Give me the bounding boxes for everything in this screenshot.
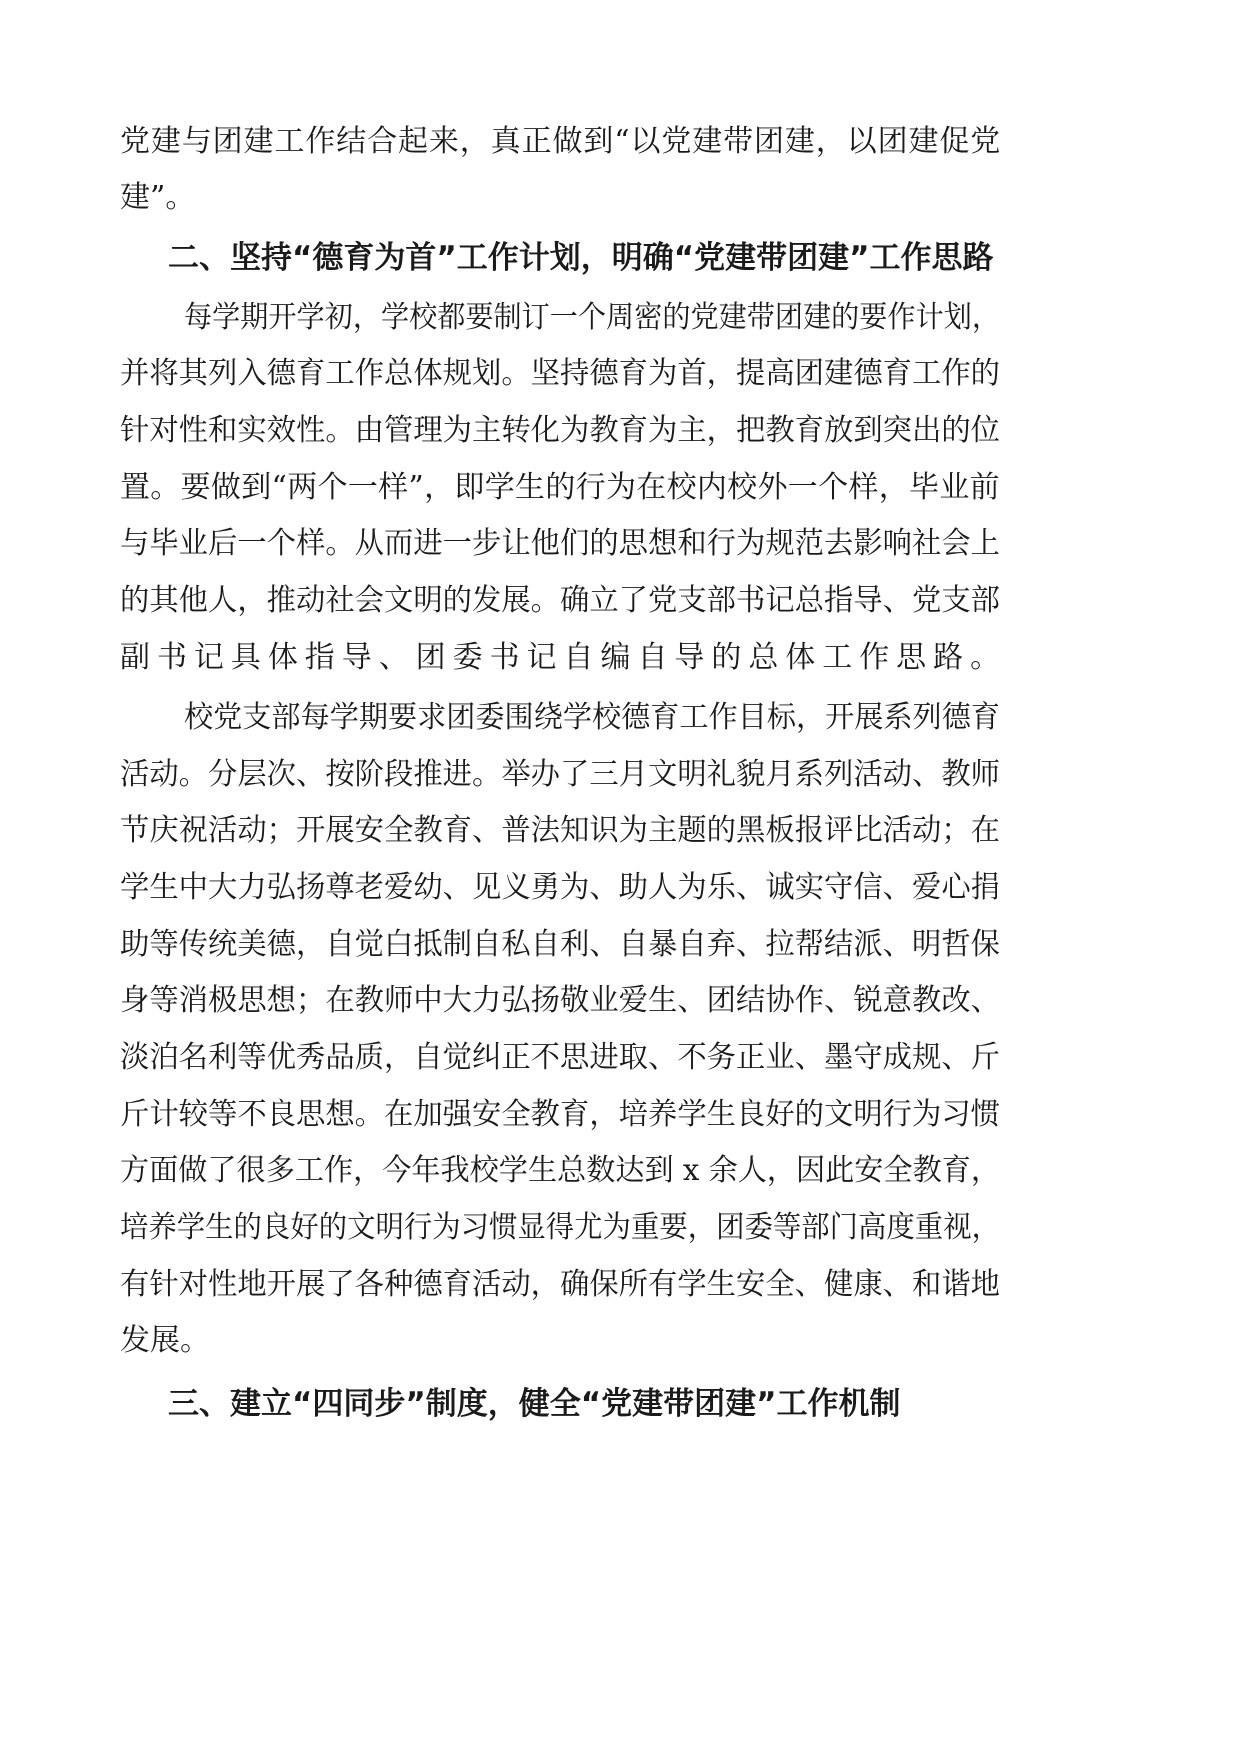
- paragraph-line: 发展。: [120, 1323, 210, 1358]
- paragraph-line: 身等消极思想；在教师中大力弘扬敬业爱生、团结协作、锐意教改、: [120, 983, 1001, 1018]
- section-heading-3: 三、建立“四同步”制度，健全“党建带团建”工作机制: [168, 1386, 901, 1422]
- paragraph-line: 方面做了很多工作，今年我校学生总数达到 x 余人，因此安全教育，: [120, 1153, 1000, 1188]
- paragraph-line: 节庆祝活动；开展安全教育、普法知识为主题的黑板报评比活动；在: [120, 813, 1001, 848]
- paragraph-line: 培养学生的良好的文明行为习惯显得尤为重要，团委等部门高度重视，: [120, 1210, 1000, 1245]
- paragraph-line: 学生中大力弘扬尊老爱幼、见义勇为、助人为乐、诚实守信、爱心捐: [120, 870, 1001, 905]
- paragraph-line: 党建与团建工作结合起来，真正做到“以党建带团建，以团建促党: [120, 124, 1002, 159]
- paragraph-line: 校党支部每学期要求团委围绕学校德育工作目标，开展系列德育: [184, 700, 1000, 735]
- paragraph-line: 的其他人，推动社会文明的发展。确立了党支部书记总指导、党支部: [120, 583, 1001, 618]
- paragraph-line: 针对性和实效性。由管理为主转化为教育为主，把教育放到突出的位: [120, 413, 1001, 448]
- paragraph-line: 淡泊名利等优秀品质，自觉纠正不思进取、不务正业、墨守成规、斤: [120, 1040, 1001, 1075]
- paragraph-line: 建”。: [120, 180, 196, 215]
- paragraph-line: 助等传统美德，自觉白抵制自私自利、自暴自弃、拉帮结派、明哲保: [120, 927, 1001, 962]
- section-heading-2: 二、坚持“德育为首”工作计划，明确“党建带团建”工作思路: [168, 240, 994, 276]
- paragraph-line: 每学期开学初，学校都要制订一个周密的党建带团建的要作计划，: [184, 300, 1000, 335]
- paragraph-line: 并将其列入德育工作总体规划。坚持德育为首，提高团建德育工作的: [120, 356, 1001, 391]
- paragraph-line: 置。要做到“两个一样”，即学生的行为在校内校外一个样，毕业前: [120, 470, 1000, 505]
- paragraph-line: 有针对性地开展了各种德育活动，确保所有学生安全、健康、和谐地: [120, 1267, 1001, 1302]
- paragraph-line: 与毕业后一个样。从而进一步让他们的思想和行为规范去影响社会上: [120, 526, 1001, 561]
- paragraph-line: 斤计较等不良思想。在加强安全教育，培养学生良好的文明行为习惯: [120, 1097, 1001, 1132]
- paragraph-line: 活动。分层次、按阶段推进。举办了三月文明礼貌月系列活动、教师: [120, 757, 1001, 792]
- paragraph-line: 副书记具体指导、团委书记自编自导的总体工作思路。: [120, 640, 1008, 675]
